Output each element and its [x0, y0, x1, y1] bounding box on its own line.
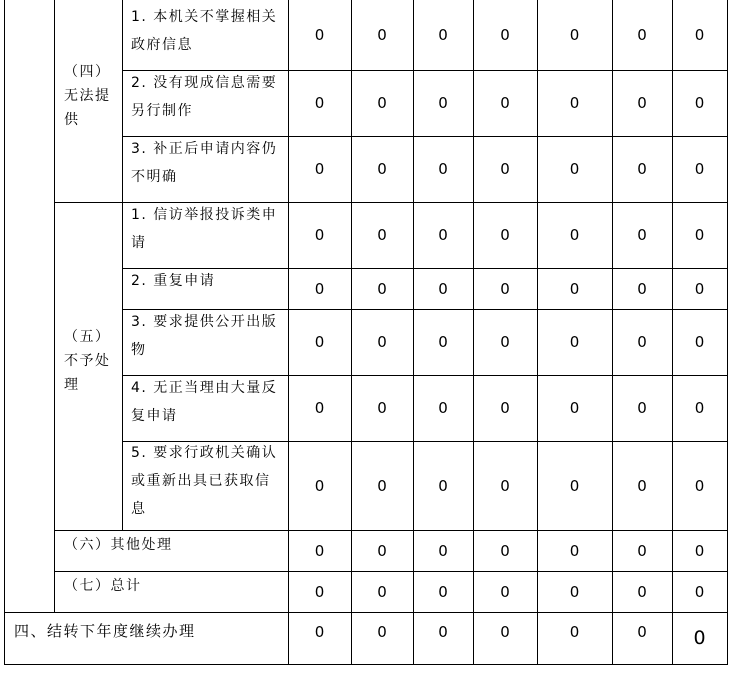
value-cell: 0 — [500, 582, 510, 601]
value-cell: 0 — [694, 333, 705, 351]
row-label-line: （七）总计 — [64, 578, 142, 594]
row-label-line: 2. 没有现成信息需要 — [131, 75, 278, 91]
row-label-line: 复申请 — [131, 408, 178, 424]
value-cell: 0 — [377, 623, 387, 641]
value-cell: 0 — [377, 279, 387, 298]
row-divider — [122, 268, 728, 269]
category-column-divider — [54, 0, 55, 612]
value-cell: 0 — [637, 226, 647, 244]
row-divider — [54, 571, 728, 572]
value-cell: 0 — [438, 226, 448, 244]
value-cell: 0 — [694, 160, 705, 178]
group-label-line: 理 — [64, 377, 80, 393]
value-cell: 0 — [314, 541, 325, 560]
row-label-line: 3. 要求提供公开出版 — [131, 314, 278, 330]
row-label-line: 四、结转下年度继续办理 — [14, 622, 196, 640]
row-label-line: 3. 补正后申请内容仍 — [131, 141, 278, 157]
row-label — [64, 534, 173, 556]
table-bottom-border — [4, 664, 728, 665]
value-cell: 0 — [314, 582, 325, 601]
value-cell: 0 — [314, 94, 325, 112]
row-label-line: （六）其他处理 — [64, 537, 173, 553]
value-cell: 0 — [500, 160, 510, 178]
row-label — [64, 575, 142, 597]
value-cell: 0 — [694, 26, 705, 44]
value-cell: 0 — [500, 94, 510, 112]
row-label — [131, 72, 277, 122]
row-label-line: 4. 无正当理由大量反 — [131, 380, 278, 396]
value-cell: 0 — [569, 541, 580, 560]
value-cell: 0 — [569, 160, 580, 178]
value-cell: 0 — [438, 399, 448, 417]
row-label-line: 5. 要求行政机关确认 — [131, 445, 278, 461]
value-cell: 0 — [637, 160, 647, 178]
value-cell: 0 — [569, 279, 580, 298]
value-cell: 0 — [438, 582, 448, 601]
table-left-border — [4, 0, 5, 665]
value-cell: 0 — [569, 26, 580, 44]
value-cell: 0 — [637, 399, 647, 417]
value-cell: 0 — [377, 333, 387, 351]
row-label — [131, 204, 277, 254]
table-right-border — [727, 0, 728, 665]
value-cell: 0 — [637, 26, 647, 44]
section-divider — [4, 612, 728, 613]
value-cell: 0 — [314, 623, 325, 641]
row-label — [131, 6, 277, 56]
value-cell: 0 — [314, 226, 325, 244]
row-label-line: 另行制作 — [131, 103, 193, 119]
row-label-line: 政府信息 — [131, 37, 193, 53]
group-label-line: 不予处 — [64, 353, 111, 369]
value-cell: 0 — [569, 94, 580, 112]
group-label-line: （五） — [64, 329, 111, 345]
row-label-line: 息 — [131, 501, 147, 517]
row-divider — [122, 136, 728, 137]
value-cell: 0 — [500, 399, 510, 417]
value-cell: 0 — [314, 160, 325, 178]
value-cell: 0 — [438, 476, 448, 495]
row-label-line: 物 — [131, 342, 147, 358]
value-cell: 0 — [377, 476, 387, 495]
row-label — [131, 138, 277, 188]
value-cell: 0 — [637, 94, 647, 112]
value-cell: 0 — [637, 541, 647, 560]
row-label-line: 1. 信访举报投诉类申 — [131, 207, 278, 223]
row-divider — [122, 309, 728, 310]
value-cell: 0 — [500, 333, 510, 351]
value-cell: 0 — [438, 279, 448, 298]
group-label-line: 无法提 — [64, 88, 111, 104]
value-cell: 0 — [637, 623, 647, 641]
row-divider — [122, 375, 728, 376]
group-divider — [54, 202, 728, 203]
group-label-not-processed — [64, 325, 111, 397]
value-cell: 0 — [438, 333, 448, 351]
value-cell: 0 — [694, 94, 705, 112]
row-divider — [122, 70, 728, 71]
value-cell: 0 — [569, 399, 580, 417]
row-label-line: 请 — [131, 235, 147, 251]
value-cell: 0 — [377, 399, 387, 417]
value-cell: 0 — [314, 476, 325, 495]
row-label — [131, 311, 277, 361]
row-label — [131, 270, 215, 292]
value-cell: 0 — [438, 541, 448, 560]
value-cell: 0 — [569, 476, 580, 495]
value-cell: 0 — [377, 94, 387, 112]
value-cell: 0 — [314, 399, 325, 417]
value-cell: 0 — [694, 582, 705, 601]
group-divider — [54, 530, 728, 531]
value-cell: 0 — [438, 623, 448, 641]
value-cell: 0 — [438, 94, 448, 112]
section-label — [14, 620, 196, 642]
value-cell: 0 — [637, 476, 647, 495]
group-label-line: 供 — [64, 112, 80, 128]
value-cell: 0 — [694, 279, 705, 298]
value-cell: 0 — [314, 279, 325, 298]
value-cell: 0 — [694, 476, 705, 495]
group-column-divider — [122, 0, 123, 530]
value-cell: 0 — [377, 160, 387, 178]
value-cell: 0 — [693, 627, 706, 649]
value-cell: 0 — [694, 541, 705, 560]
value-cell: 0 — [377, 541, 387, 560]
value-cell: 0 — [314, 333, 325, 351]
row-label-line: 不明确 — [131, 169, 178, 185]
row-label — [131, 442, 277, 520]
value-cell: 0 — [377, 582, 387, 601]
group-label-cannot-provide — [64, 60, 111, 132]
value-cell: 0 — [569, 226, 580, 244]
value-cell: 0 — [569, 623, 580, 641]
value-cell: 0 — [500, 476, 510, 495]
value-cell: 0 — [377, 226, 387, 244]
row-label-line: 1. 本机关不掌握相关 — [131, 9, 278, 25]
value-cell: 0 — [500, 279, 510, 298]
value-cell: 0 — [637, 279, 647, 298]
value-cell: 0 — [569, 582, 580, 601]
row-label-line: 或重新出具已获取信 — [131, 473, 271, 489]
value-cell: 0 — [694, 399, 705, 417]
row-label-line: 2. 重复申请 — [131, 273, 216, 289]
value-cell: 0 — [500, 623, 510, 641]
value-cell: 0 — [314, 26, 325, 44]
value-cell: 0 — [500, 26, 510, 44]
value-cell: 0 — [438, 160, 448, 178]
value-cell: 0 — [500, 226, 510, 244]
value-cell: 0 — [637, 333, 647, 351]
group-label-line: （四） — [64, 64, 111, 80]
value-cell: 0 — [569, 333, 580, 351]
value-cell: 0 — [637, 582, 647, 601]
value-cell: 0 — [500, 541, 510, 560]
value-cell: 0 — [377, 26, 387, 44]
value-cell: 0 — [438, 26, 448, 44]
row-label — [131, 377, 277, 427]
value-cell: 0 — [694, 226, 705, 244]
